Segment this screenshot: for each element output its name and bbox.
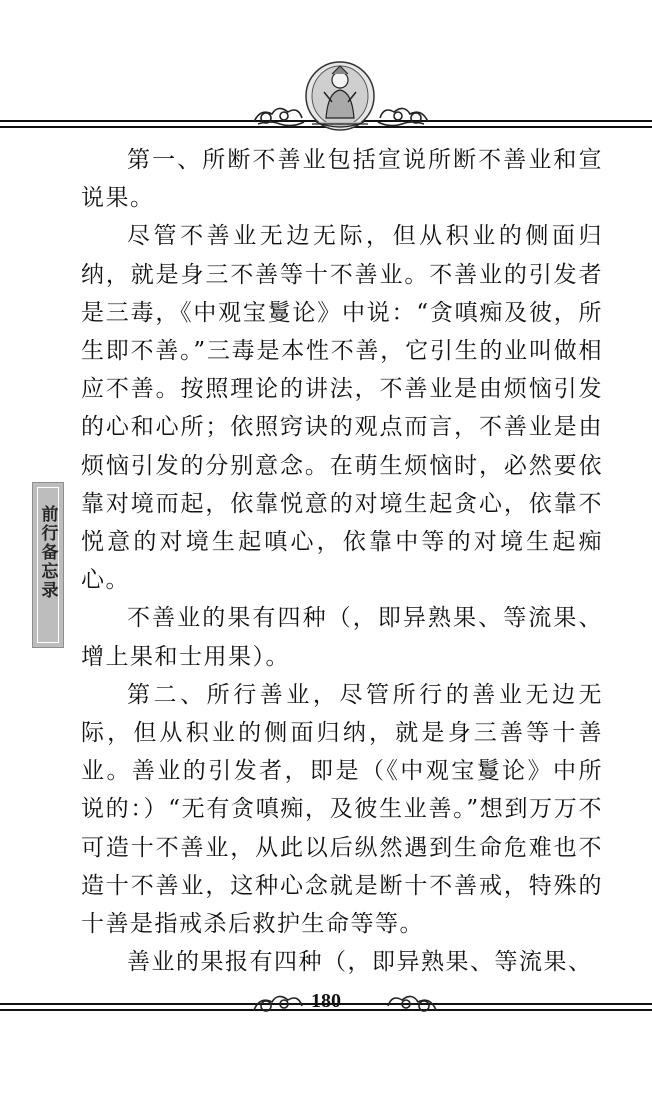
side-tab-label: 前行备忘录 <box>37 505 58 600</box>
paragraph: 第二、所行善业，尽管所行的善业无边无际，但从积业的侧面归纳，就是身三善等十善业。善业的引发者，即是（《中观宝鬘论》中所说的：）“无有贪嗔痴，及彼生业善。”想到万万不可造十不善业，从此以后纵然遇到生命危难也不造十不善业，这种心念就是断十不善戒，特殊的十善是指戒杀后救护生命等等。 <box>81 681 603 938</box>
paragraph: 不善业的果有四种（，即异熟果、等流果、增上果和士用果）。 <box>81 605 603 670</box>
page-number: 180 <box>311 990 341 1012</box>
paragraph: 善业的果报有四种（，即异熟果、等流果、 <box>127 949 593 976</box>
page-header <box>0 58 652 134</box>
cloud-ornament-left <box>250 102 306 128</box>
section-side-tab <box>32 482 64 648</box>
paragraph: 第一、所断不善业包括宣说所断不善业和宣说果。 <box>81 147 603 212</box>
deity-figure-icon <box>302 58 378 132</box>
page-footer <box>0 984 652 1028</box>
body-text <box>81 141 603 981</box>
paragraph: 尽管不善业无边无际，但从积业的侧面归纳，就是身三不善等十不善业。不善业的引发者是三毒，《中观宝鬘论》中说：“贪嗔痴及彼，所生即不善。”三毒是本性不善，它引生的业叫做相应不善。按照理论的讲法，不善业是由烦恼引发的心和心所；依照窍诀的观点而言，不善业是由烦恼引发的分别意念。在萌生烦恼时，必然要依靠对境而起，依靠悦意的对境生起贪心，依靠不悦意的对境生起嗔心，依靠中等的对境生起痴心。 <box>81 223 603 594</box>
cloud-ornament-right <box>376 102 432 128</box>
